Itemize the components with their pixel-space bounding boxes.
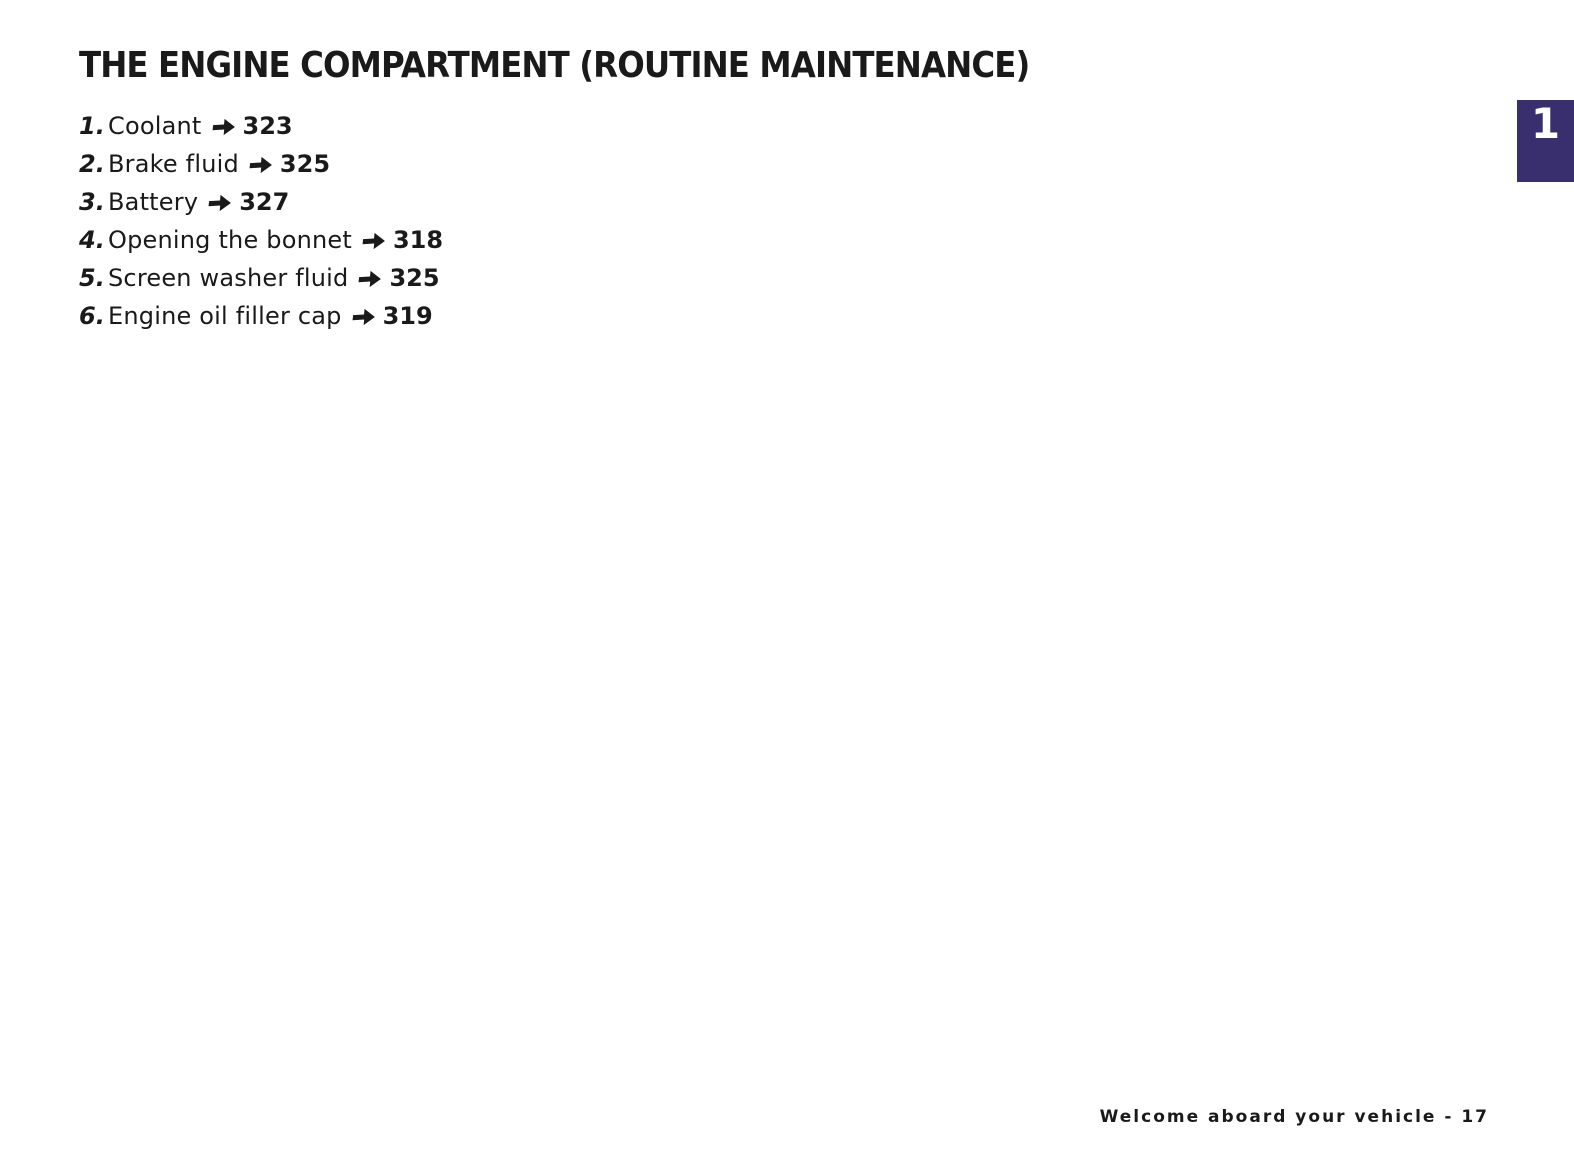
right-arrow-icon	[208, 193, 232, 213]
list-item-coolant	[79, 107, 443, 145]
right-arrow-icon	[249, 155, 273, 175]
item-page-ref: 323	[242, 112, 293, 140]
item-number: 1.	[79, 112, 105, 140]
item-label: Brake fluid	[108, 150, 239, 178]
item-label: Battery	[108, 188, 199, 216]
right-arrow-icon	[362, 231, 386, 251]
chapter-tab: 1	[1517, 100, 1574, 182]
item-label: Engine oil filler cap	[108, 302, 342, 330]
item-label: Opening the bonnet	[108, 226, 352, 254]
item-number: 3.	[79, 188, 105, 216]
list-item-screen-washer-fluid	[79, 259, 443, 297]
list-item-battery	[79, 183, 443, 221]
item-number: 5.	[79, 264, 105, 292]
list-item-engine-oil-filler-cap	[79, 297, 443, 335]
right-arrow-icon	[212, 117, 236, 137]
item-page-ref: 319	[382, 302, 433, 330]
routine-maintenance-list	[79, 107, 443, 335]
item-number: 2.	[79, 150, 105, 178]
item-number: 4.	[79, 226, 105, 254]
item-page-ref: 325	[389, 264, 440, 292]
item-number: 6.	[79, 302, 105, 330]
list-item-opening-the-bonnet	[79, 221, 443, 259]
page-title: THE ENGINE COMPARTMENT (ROUTINE MAINTENANCE)	[79, 45, 1030, 86]
item-page-ref: 327	[239, 188, 290, 216]
page-footer: Welcome aboard your vehicle - 17	[1099, 1107, 1489, 1127]
item-page-ref: 318	[392, 226, 444, 254]
list-item-brake-fluid	[79, 145, 443, 183]
right-arrow-icon	[352, 307, 376, 327]
item-page-ref: 325	[279, 150, 331, 178]
item-label: Screen washer fluid	[108, 264, 349, 292]
item-label: Coolant	[108, 112, 202, 140]
right-arrow-icon	[358, 269, 382, 289]
